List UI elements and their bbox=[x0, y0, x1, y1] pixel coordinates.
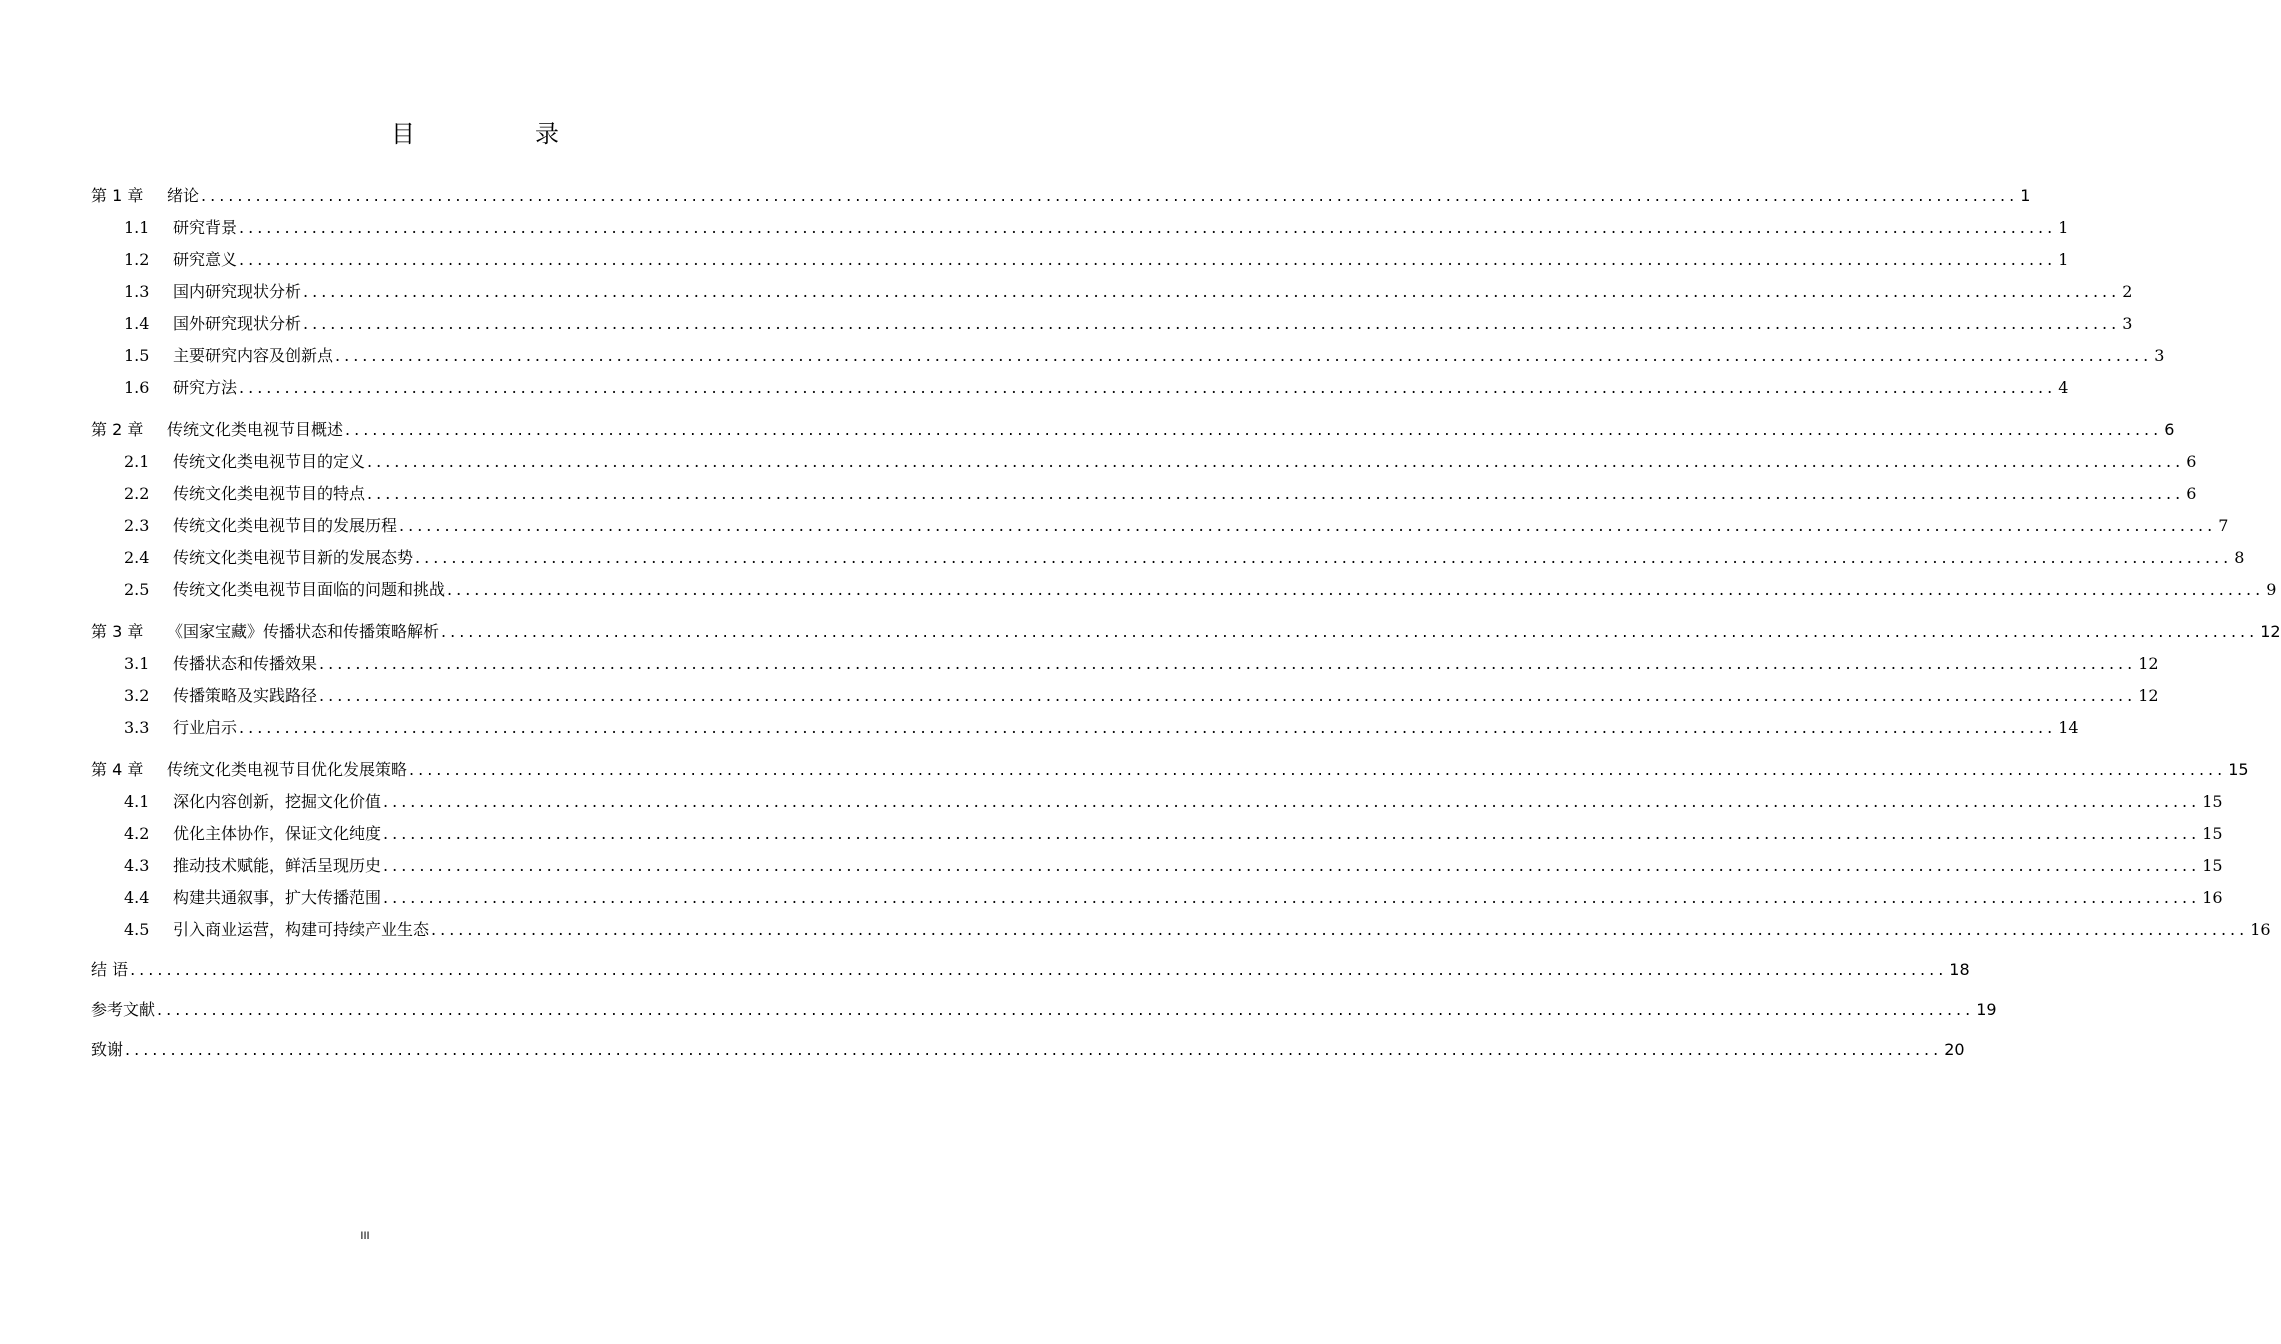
toc-entry-page: 8 bbox=[2234, 548, 2245, 567]
toc-section-entry[interactable] bbox=[91, 478, 2197, 510]
toc-entry-number: 1.3 bbox=[124, 282, 150, 301]
toc-backmatter-entry[interactable] bbox=[91, 954, 1970, 986]
toc-entry-label bbox=[124, 212, 237, 244]
dot-leader: ........................................................................................................................................................................................................ bbox=[130, 960, 1948, 979]
toc-chapter-entry[interactable] bbox=[91, 754, 2249, 786]
toc-section-entry[interactable] bbox=[91, 244, 2069, 276]
dot-leader: ........................................................................................................................................................................................................ bbox=[319, 686, 2137, 705]
toc-entry-title: 致谢 bbox=[91, 1040, 124, 1059]
toc-section-entry[interactable] bbox=[91, 446, 2197, 478]
toc-entry-page: 15 bbox=[2202, 856, 2223, 875]
dot-leader: ........................................................................................................................................................................................................ bbox=[415, 548, 2233, 567]
toc-entry-page: 1 bbox=[2058, 218, 2069, 237]
toc-backmatter-entry[interactable] bbox=[91, 994, 1997, 1026]
toc-entry-title: 传统文化类电视节目的定义 bbox=[173, 452, 366, 471]
toc-entry-page: 15 bbox=[2202, 792, 2223, 811]
toc-entry-title: 传统文化类电视节目新的发展态势 bbox=[173, 548, 414, 567]
toc-section-entry[interactable] bbox=[91, 372, 2069, 404]
toc-entry-page: 15 bbox=[2202, 824, 2223, 843]
toc-entry-title: 传统文化类电视节目的特点 bbox=[173, 484, 366, 503]
dot-leader: ........................................................................................................................................................................................................ bbox=[441, 622, 2259, 641]
toc-section-entry[interactable] bbox=[91, 786, 2223, 818]
toc-entry-number: 4.3 bbox=[124, 856, 150, 875]
toc-entry-label bbox=[124, 786, 381, 818]
toc-entry-label bbox=[124, 680, 317, 712]
toc-chapter-entry[interactable] bbox=[91, 616, 2281, 648]
toc-entry-label bbox=[91, 954, 128, 986]
toc-entry-title: 深化内容创新，挖掘文化价值 bbox=[173, 792, 382, 811]
toc-entry-number: 2.4 bbox=[124, 548, 150, 567]
toc-entry-number: 1.6 bbox=[124, 378, 150, 397]
toc-entry-page: 12 bbox=[2260, 622, 2281, 641]
toc-entry-number: 3.3 bbox=[124, 718, 150, 737]
toc-entry-label bbox=[124, 372, 237, 404]
toc-entry-label bbox=[91, 754, 407, 786]
toc-entry-label bbox=[124, 818, 381, 850]
toc-section-entry[interactable] bbox=[91, 212, 2069, 244]
dot-leader: ........................................................................................................................................................................................................ bbox=[303, 314, 2121, 333]
toc-entry-number: 1.2 bbox=[124, 250, 150, 269]
toc-entry-label bbox=[124, 510, 397, 542]
toc-entry-number: 2.3 bbox=[124, 516, 150, 535]
toc-entry-label bbox=[124, 340, 333, 372]
toc-entry-page: 16 bbox=[2250, 920, 2271, 939]
toc-entry-label bbox=[91, 414, 343, 446]
toc-entry-title: 《国家宝藏》传播状态和传播策略解析 bbox=[167, 622, 440, 641]
toc-entry-number: 第 2 章 bbox=[91, 420, 144, 439]
toc-entry-label bbox=[124, 850, 381, 882]
toc-entry-label bbox=[91, 180, 199, 212]
toc-entry-page: 3 bbox=[2122, 314, 2133, 333]
toc-entry-title: 传播状态和传播效果 bbox=[173, 654, 318, 673]
toc-entry-label bbox=[124, 308, 301, 340]
toc-entry-number: 4.5 bbox=[124, 920, 150, 939]
toc-entry-title: 研究背景 bbox=[173, 218, 238, 237]
toc-entry-page: 18 bbox=[1949, 960, 1970, 979]
toc-entry-title: 传统文化类电视节目优化发展策略 bbox=[167, 760, 408, 779]
toc-entry-title: 行业启示 bbox=[173, 718, 238, 737]
toc-chapter-entry[interactable] bbox=[91, 414, 2175, 446]
toc-entry-title: 国外研究现状分析 bbox=[173, 314, 302, 333]
dot-leader: ........................................................................................................................................................................................................ bbox=[319, 654, 2137, 673]
dot-leader: ........................................................................................................................................................................................................ bbox=[201, 186, 2019, 205]
toc-entry-number: 2.2 bbox=[124, 484, 150, 503]
toc-entry-number: 第 1 章 bbox=[91, 186, 144, 205]
toc-entry-label bbox=[124, 478, 365, 510]
toc-chapter-entry[interactable] bbox=[91, 180, 2031, 212]
toc-section-entry[interactable] bbox=[91, 914, 2271, 946]
toc-entry-page: 6 bbox=[2186, 484, 2197, 503]
toc-section-entry[interactable] bbox=[91, 712, 2079, 744]
toc-entry-title: 传统文化类电视节目的发展历程 bbox=[173, 516, 398, 535]
toc-entry-number: 3.1 bbox=[124, 654, 150, 673]
toc-entry-number: 2.5 bbox=[124, 580, 150, 599]
toc-entry-page: 12 bbox=[2138, 654, 2159, 673]
toc-entry-label bbox=[91, 616, 439, 648]
toc-entry-page: 15 bbox=[2228, 760, 2249, 779]
toc-entry-title: 主要研究内容及创新点 bbox=[173, 346, 334, 365]
toc-entry-number: 第 4 章 bbox=[91, 760, 144, 779]
toc-entry-page: 2 bbox=[2122, 282, 2133, 301]
toc-entry-title: 推动技术赋能，鲜活呈现历史 bbox=[173, 856, 382, 875]
toc-entry-label bbox=[124, 882, 381, 914]
toc-section-entry[interactable] bbox=[91, 308, 2133, 340]
toc-entry-page: 9 bbox=[2266, 580, 2277, 599]
dot-leader: ........................................................................................................................................................................................................ bbox=[367, 452, 2185, 471]
toc-entry-page: 14 bbox=[2058, 718, 2079, 737]
toc-section-entry[interactable] bbox=[91, 882, 2223, 914]
toc-entry-title: 国内研究现状分析 bbox=[173, 282, 302, 301]
dot-leader: ........................................................................................................................................................................................................ bbox=[239, 250, 2057, 269]
toc-entry-page: 16 bbox=[2202, 888, 2223, 907]
page-number: III bbox=[360, 1230, 370, 1242]
toc-entry-page: 3 bbox=[2154, 346, 2165, 365]
toc-entry-page: 19 bbox=[1976, 1000, 1997, 1019]
toc-entry-title: 传统文化类电视节目概述 bbox=[167, 420, 344, 439]
toc-section-entry[interactable] bbox=[91, 340, 2165, 372]
toc-entry-title: 传统文化类电视节目面临的问题和挑战 bbox=[173, 580, 446, 599]
dot-leader: ........................................................................................................................................................................................................ bbox=[125, 1040, 1943, 1059]
toc-section-entry[interactable] bbox=[91, 680, 2159, 712]
toc-entry-page: 4 bbox=[2058, 378, 2069, 397]
toc-entry-label bbox=[124, 648, 317, 680]
toc-entry-label bbox=[124, 574, 445, 606]
dot-leader: ........................................................................................................................................................................................................ bbox=[399, 516, 2217, 535]
toc-section-entry[interactable] bbox=[91, 276, 2133, 308]
toc-entry-page: 1 bbox=[2020, 186, 2031, 205]
toc-entry-title: 研究意义 bbox=[173, 250, 238, 269]
dot-leader: ........................................................................................................................................................................................................ bbox=[409, 760, 2227, 779]
toc-entry-label bbox=[124, 276, 301, 308]
dot-leader: ........................................................................................................................................................................................................ bbox=[239, 378, 2057, 397]
dot-leader: ........................................................................................................................................................................................................ bbox=[447, 580, 2265, 599]
dot-leader: ........................................................................................................................................................................................................ bbox=[303, 282, 2121, 301]
toc-entry-page: 6 bbox=[2164, 420, 2175, 439]
dot-leader: ........................................................................................................................................................................................................ bbox=[335, 346, 2153, 365]
toc-entry-title: 研究方法 bbox=[173, 378, 238, 397]
toc-entry-number: 1.1 bbox=[124, 218, 150, 237]
dot-leader: ........................................................................................................................................................................................................ bbox=[239, 718, 2057, 737]
toc-entry-label bbox=[124, 542, 413, 574]
toc-entry-label bbox=[124, 712, 237, 744]
dot-leader: ........................................................................................................................................................................................................ bbox=[157, 1000, 1975, 1019]
dot-leader: ........................................................................................................................................................................................................ bbox=[431, 920, 2249, 939]
toc-section-entry[interactable] bbox=[91, 574, 2277, 606]
toc-title: 目 录 bbox=[391, 120, 607, 148]
table-of-contents bbox=[91, 180, 2281, 1066]
dot-leader: ........................................................................................................................................................................................................ bbox=[383, 792, 2201, 811]
dot-leader: ........................................................................................................................................................................................................ bbox=[345, 420, 2163, 439]
toc-section-entry[interactable] bbox=[91, 542, 2245, 574]
toc-entry-number: 4.2 bbox=[124, 824, 150, 843]
toc-entry-number: 4.1 bbox=[124, 792, 150, 811]
toc-entry-page: 20 bbox=[1944, 1040, 1965, 1059]
dot-leader: ........................................................................................................................................................................................................ bbox=[383, 824, 2201, 843]
toc-backmatter-entry[interactable] bbox=[91, 1034, 1965, 1066]
toc-entry-page: 1 bbox=[2058, 250, 2069, 269]
toc-entry-number: 4.4 bbox=[124, 888, 150, 907]
toc-entry-page: 7 bbox=[2218, 516, 2229, 535]
toc-section-entry[interactable] bbox=[91, 510, 2229, 542]
dot-leader: ........................................................................................................................................................................................................ bbox=[239, 218, 2057, 237]
toc-entry-title: 绪论 bbox=[167, 186, 200, 205]
dot-leader: ........................................................................................................................................................................................................ bbox=[383, 856, 2201, 875]
toc-entry-number: 第 3 章 bbox=[91, 622, 144, 641]
toc-entry-label bbox=[124, 914, 429, 946]
toc-entry-number: 1.4 bbox=[124, 314, 150, 333]
toc-section-entry[interactable] bbox=[91, 818, 2223, 850]
toc-entry-number: 3.2 bbox=[124, 686, 150, 705]
toc-entry-label bbox=[124, 244, 237, 276]
toc-entry-title: 引入商业运营，构建可持续产业生态 bbox=[173, 920, 430, 939]
toc-section-entry[interactable] bbox=[91, 850, 2223, 882]
toc-entry-label bbox=[124, 446, 365, 478]
dot-leader: ........................................................................................................................................................................................................ bbox=[367, 484, 2185, 503]
toc-entry-page: 12 bbox=[2138, 686, 2159, 705]
toc-section-entry[interactable] bbox=[91, 648, 2159, 680]
toc-entry-label bbox=[91, 994, 155, 1026]
toc-entry-title: 传播策略及实践路径 bbox=[173, 686, 318, 705]
toc-entry-label bbox=[91, 1034, 123, 1066]
toc-entry-title: 参考文献 bbox=[91, 1000, 156, 1019]
toc-entry-number: 2.1 bbox=[124, 452, 150, 471]
toc-entry-title: 构建共通叙事，扩大传播范围 bbox=[173, 888, 382, 907]
toc-entry-title: 结 语 bbox=[91, 960, 129, 979]
toc-entry-number: 1.5 bbox=[124, 346, 150, 365]
dot-leader: ........................................................................................................................................................................................................ bbox=[383, 888, 2201, 907]
toc-entry-page: 6 bbox=[2186, 452, 2197, 471]
toc-entry-title: 优化主体协作，保证文化纯度 bbox=[173, 824, 382, 843]
